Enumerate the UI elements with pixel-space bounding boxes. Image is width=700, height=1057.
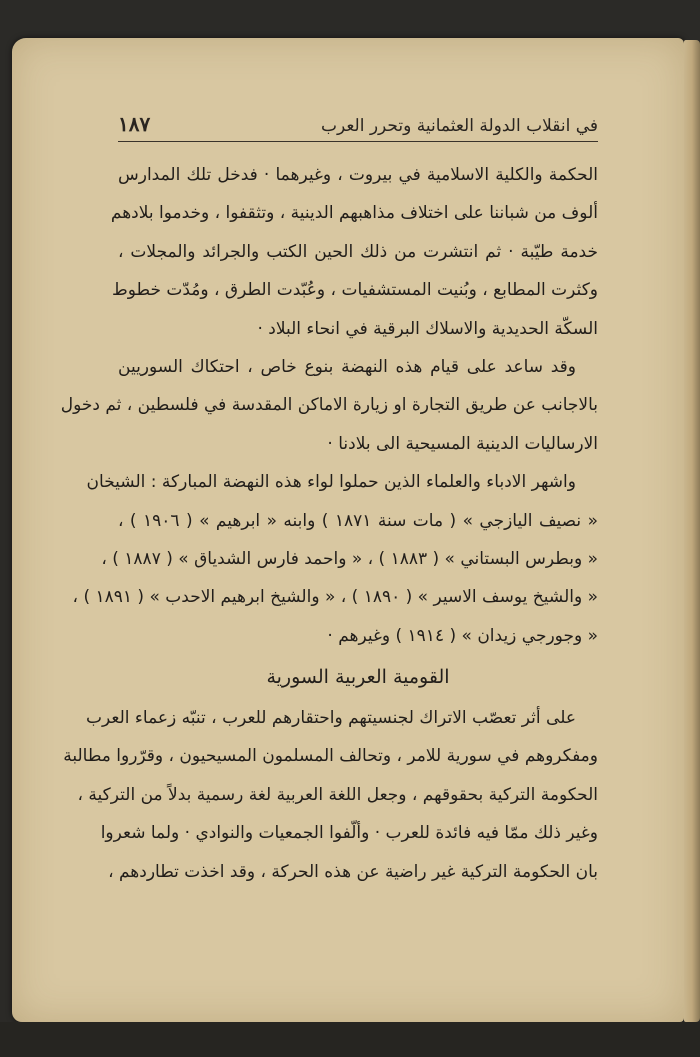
text-line: « نصيف اليازجي » ( مات سنة ١٨٧١ ) وابنه « ابرهيم » ( ١٩٠٦ ) ، [118,510,598,531]
text-line: وكثرت المطابع ، وبُنيت المستشفيات ، وعُبّدت الطرق ، ومُدّت خطوط [112,280,598,301]
text-line: الحكمة والكلية الاسلامية في بيروت ، وغيرهما · فدخل تلك المدارس [118,165,598,185]
text-line: وقد ساعد على قيام هذه النهضة بنوع خاص ، احتكاك السوريين [118,356,576,377]
header-rule [118,141,598,142]
text-line: واشهر الادباء والعلماء الذين حملوا لواء هذه النهضة المباركة : الشيخان [86,472,576,493]
text-line: « وجورجي زيدان » ( ١٩١٤ ) وغيرهم · [327,625,598,646]
text-line: وغير ذلك ممّا فيه فائدة للعرب · وألّفوا الجمعيات والنوادي · ولما شعروا [100,823,598,844]
text-line: ألوف من شباننا على اختلاف مذاهبهم الدينية ، وتثقفوا ، وخدموا بلادهم [110,203,598,224]
text-line: السكّة الحديدية والاسلاك البرقية في انحاء البلاد · [257,318,598,339]
text-line: على أثر تعصّب الاتراك لجنسيتهم واحتقارهم للعرب ، تنبّه زعماء العرب [86,708,576,729]
page-body [60,156,598,891]
scan-background [0,1022,700,1057]
text-line: بان الحكومة التركية غير راضية عن هذه الحركة ، وقد اخذت تطاردهم ، [108,861,598,882]
text-line: الارساليات الدينية المسيحية الى بلادنا · [327,433,598,454]
text-line: « والشيخ يوسف الاسير » ( ١٨٩٠ ) ، « والشيخ ابرهيم الاحدب » ( ١٨٩١ ) ، [72,587,598,608]
page-edge [684,40,700,1022]
text-line: « وبطرس البستاني » ( ١٨٨٣ ) ، « واحمد فارس الشدياق » ( ١٨٨٧ ) ، [101,548,598,569]
text-line: بالاجانب عن طريق التجارة او زيارة الاماكن المقدسة في فلسطين ، ثم دخول [60,395,598,416]
text-line: الحكومة التركية بحقوقهم ، وجعل اللغة العربية لغة رسمية بدلاً من التركية ، [77,784,598,805]
text-line: ومفكروهم في سورية للامر ، وتحالف المسلمون المسيحيون ، وقرّروا مطالبة [63,746,598,767]
section-heading: القومية العربية السورية [266,666,450,689]
text-line: خدمة طيّبة · ثم انتشرت من ذلك الحين الكتب والجرائد والمجلات ، [118,241,598,262]
running-title: في انقلاب الدولة العثمانية وتحرر العرب [320,116,598,136]
page-number: ١٨٧ [118,112,151,136]
running-header [118,112,598,142]
